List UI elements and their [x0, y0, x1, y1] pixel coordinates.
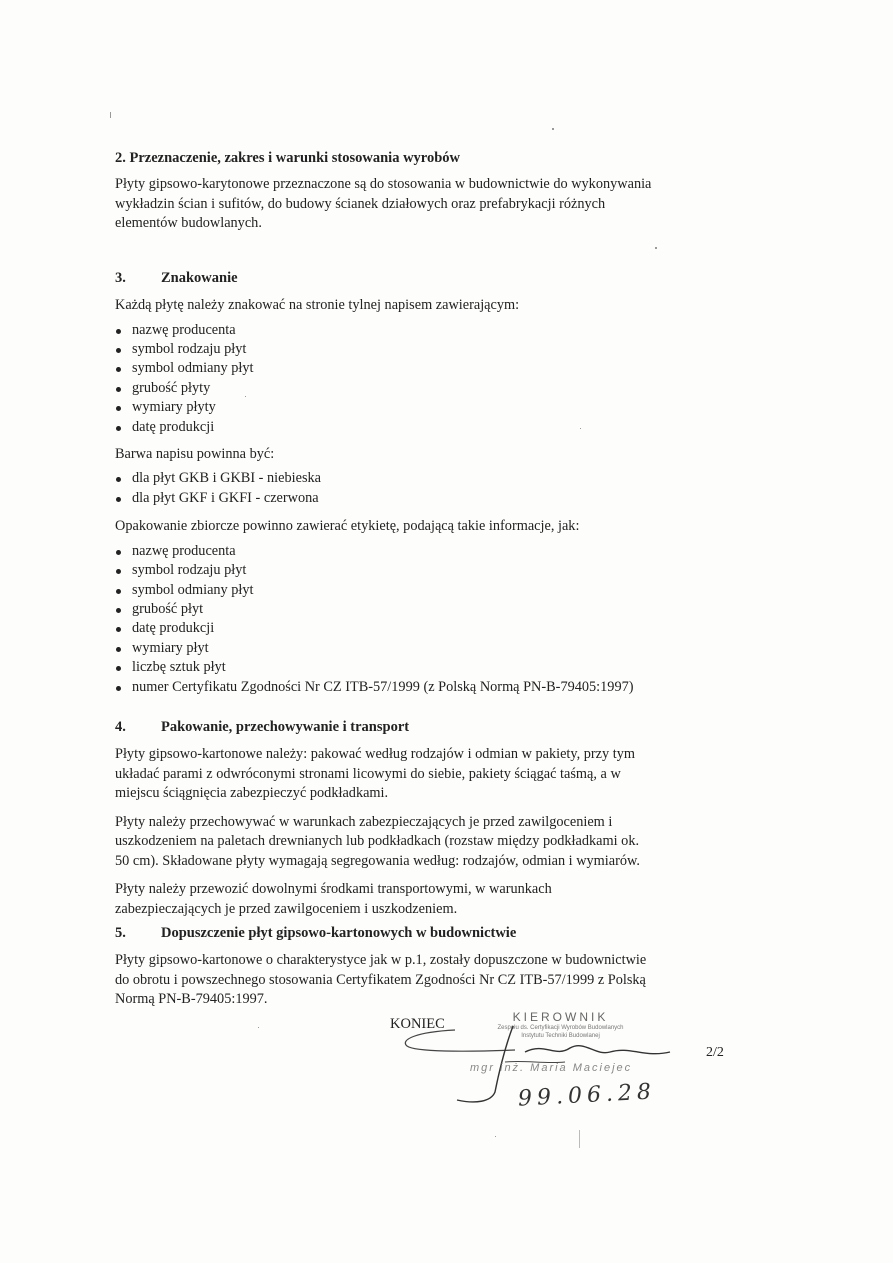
- stamp-line-2: Instytutu Techniki Budowlanej: [521, 1033, 600, 1039]
- stamp-title: KIEROWNIK: [512, 1010, 609, 1024]
- section-4-paragraph-2: Płyty należy przechowywać w warunkach zabezpieczających je przed zawilgoceniem i uszkodzeniem na paletach drewnianych lub podkładkach (rozstaw między podkładkami ok. 50 cm). Składowane płyty wymagają segregowania według: rodzajów, odmian i wymiarów.: [115, 813, 641, 869]
- list-item: wymiary płyt: [115, 639, 755, 658]
- list-item: symbol rodzaju płyt: [115, 561, 755, 580]
- list-item: grubość płyt: [115, 600, 755, 619]
- list-item: datę produkcji: [115, 619, 755, 638]
- list-item: grubość płyty: [115, 379, 755, 398]
- color-intro: Barwa napisu powinna być:: [115, 445, 275, 462]
- section-4: [115, 718, 755, 919]
- section-3-heading: 3. Znakowanie: [115, 270, 238, 286]
- scan-speck: [258, 1027, 259, 1028]
- end-label: KONIEC: [390, 1016, 445, 1032]
- section-5-heading: 5. Dopuszczenie płyt gipsowo-kartonowych w budownictwie: [115, 925, 517, 941]
- scan-speck: [579, 1130, 580, 1148]
- scan-speck: [655, 247, 657, 249]
- section-3-intro: Każdą płytę należy znakować na stronie tylnej napisem zawierającym:: [115, 297, 520, 313]
- list-item: symbol odmiany płyt: [115, 581, 755, 600]
- package-list: [115, 542, 755, 697]
- section-2-text: Płyty gipsowo-karytonowe przeznaczone są do stosowania w budownictwie do wykonywania wykładzin ścian i sufitów, do budowy ścianek działowych oraz prefabrykacji różnych elementów budowlanych.: [115, 176, 652, 231]
- list-item: numer Certyfikatu Zgodności Nr CZ ITB-57/1999 (z Polską Normą PN-B-79405:1997): [115, 678, 755, 697]
- scan-speck: [495, 1136, 496, 1137]
- list-item: nazwę producenta: [115, 542, 755, 561]
- color-list: [115, 469, 755, 508]
- list-item: dla płyt GKB i GKBI - niebieska: [115, 469, 755, 488]
- section-4-paragraph-1: Płyty gipsowo-kartonowe należy: pakować według rodzajów i odmian w pakiety, przy tym układać parami z odwróconymi stronami licowymi do siebie, pakiety ściągać taśmą, a w miejscu ściągnięcia zabezpieczyć podkładkami.: [115, 746, 635, 801]
- list-item: liczbę sztuk płyt: [115, 658, 755, 677]
- section-4-paragraph-3: Płyty należy przewozić dowolnymi środkami transportowymi, w warunkach zabezpieczających je przed zawilgoceniem i uszkodzeniem.: [115, 881, 552, 917]
- section-2-heading: 2. Przeznaczenie, zakres i warunki stosowania wyrobów: [115, 150, 461, 166]
- package-intro: Opakowanie zbiorcze powinno zawierać etykietę, podającą takie informacje, jak:: [115, 518, 580, 535]
- marking-list: [115, 321, 755, 437]
- section-3: [115, 269, 755, 697]
- scan-speck: [552, 128, 554, 130]
- stamp-name: mgr inż. Maria Maciejec: [470, 1062, 633, 1074]
- page-number: 2/2: [706, 1045, 724, 1060]
- list-item: symbol odmiany płyt: [115, 359, 755, 378]
- list-item: nazwę producenta: [115, 321, 755, 340]
- list-item: datę produkcji: [115, 418, 755, 437]
- section-5: [115, 924, 755, 1010]
- stamp-line-1: Zespołu ds. Certyfikacji Wyrobów Budowlanych: [497, 1025, 624, 1031]
- handwritten-date: 99.06.28: [517, 1079, 657, 1112]
- list-item: symbol rodzaju płyt: [115, 340, 755, 359]
- section-4-heading: 4. Pakowanie, przechowywanie i transport: [115, 719, 410, 735]
- scan-speck: [110, 112, 111, 118]
- section-5-text: Płyty gipsowo-kartonowe o charakterystyce jak w p.1, zostały dopuszczone w budownictwie do obrotu i powszechnego stosowania Certyfikatem Zgodności Nr CZ ITB-57/1999 z Polską Normą PN-B-79405:1997.: [115, 952, 647, 1007]
- list-item: wymiary płyty: [115, 398, 755, 417]
- list-item: dla płyt GKF i GKFI - czerwona: [115, 489, 755, 508]
- section-2: [115, 149, 755, 234]
